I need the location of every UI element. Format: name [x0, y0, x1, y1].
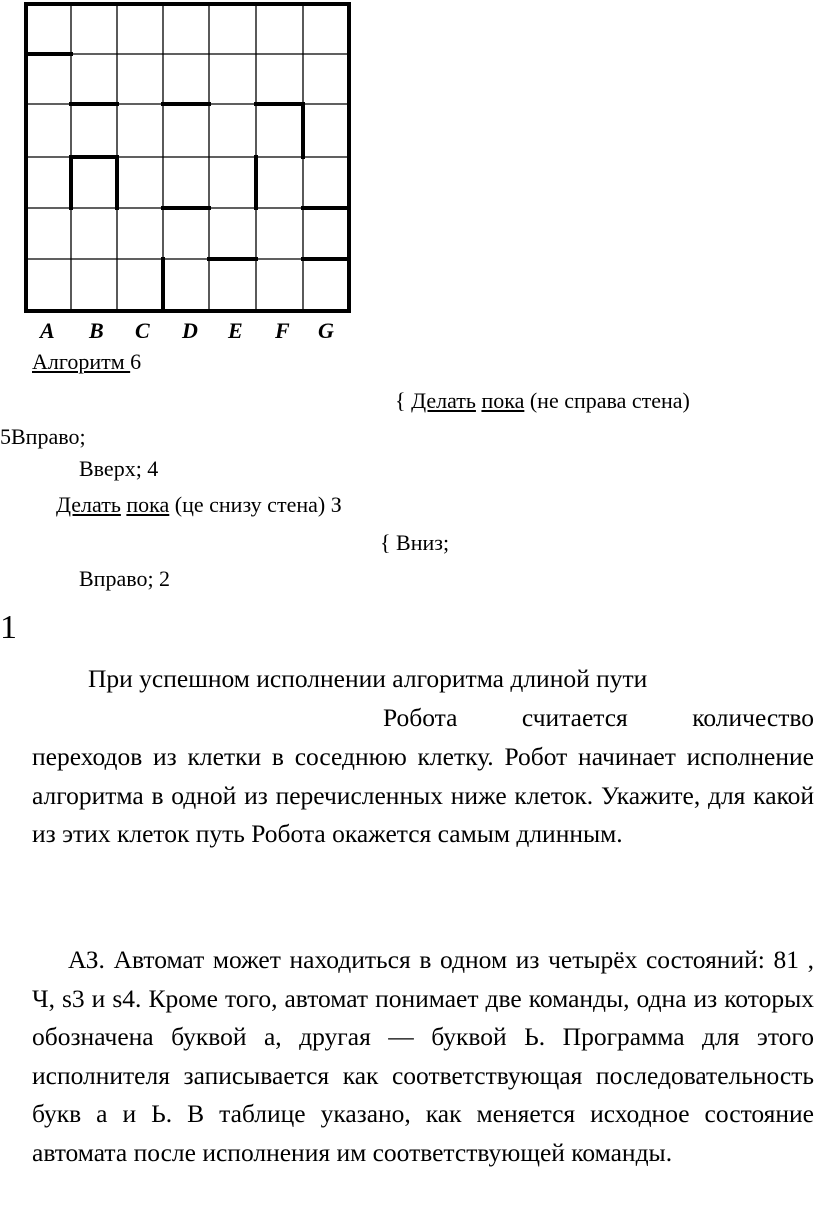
robot-field-grid	[22, 0, 356, 316]
algorithm-line-5: { Вниз;	[380, 530, 450, 555]
column-label-a: A	[40, 318, 55, 343]
algorithm-line-2: 5Вправо;	[0, 424, 86, 449]
column-label-d: D	[182, 318, 198, 343]
column-label-f: F	[275, 318, 290, 343]
algorithm-line-3: Вверх; 4	[79, 456, 159, 481]
algorithm-line-1: { Делать пока (не справа стена)	[395, 388, 690, 413]
column-label-e: E	[228, 318, 243, 343]
algorithm-line-6: Вправо; 2	[79, 566, 171, 591]
algorithm-line-7: 1	[0, 609, 17, 646]
column-label-g: G	[318, 318, 334, 343]
paragraph-1-line-1: При успешном исполнении алгоритма длиной пути	[88, 664, 648, 693]
algorithm-title: Алгоритм 6	[32, 349, 142, 374]
column-label-c: C	[135, 318, 150, 343]
paragraph-2: АЗ. Автомат может находиться в одном из четырёх состояний: 81 , Ч, s3 и s4. Кроме того, автомат понимает две команды, одна из которых обозначена буквой а, другая — буквой Ь. Программа для этого исполнителя записывается как соответствующая последовательность букв а и Ь. В таблице указано, как меняется исходное состояние автомата после исполнения им соответствующей команды.	[32, 945, 814, 1167]
algorithm-line-4: Делать пока (це снизу стена) З	[56, 492, 342, 517]
paragraph-1-body: переходов из клетки в соседнюю клетку. Робот начинает исполнение алгоритма в одной из перечисленных ниже клеток. Укажите, для какой из этих клеток путь Робота окажется самым длинным.	[32, 742, 814, 848]
paragraph-1-line-2: Робота считается количество	[383, 703, 814, 732]
column-label-b: B	[89, 318, 104, 343]
